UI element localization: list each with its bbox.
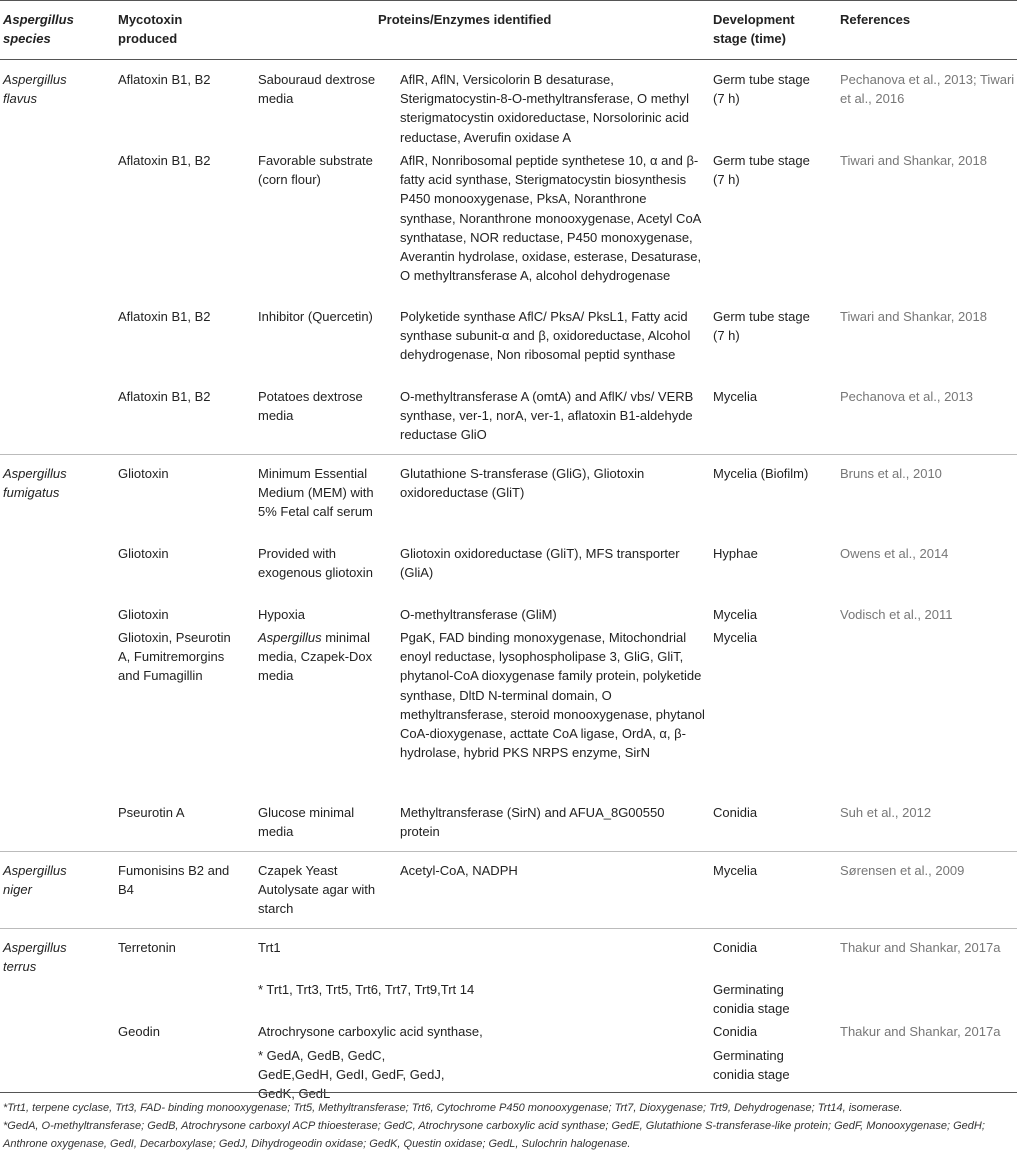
header-stage: Development stage (time) (713, 12, 795, 46)
proteins-cell: Polyketide synthase AflC/ PksA/ PksL1, Fatty acid synthase subunit-α and β, oxidoreductase, Alcohol dehydrogenase, Non ribosomal peptid synthase (400, 309, 691, 363)
stage-cell: Germ tube stage (7 h) (713, 72, 810, 107)
stage-cell: Conidia (713, 805, 758, 820)
proteins-cell: O-methyltransferase A (omtA) and AflK/ vbs/ VERB synthase, ver-1, norA, ver-1, aflatoxin B1-aldehyde reductase GliO (400, 389, 694, 443)
reference-cell: Pechanova et al., 2013 (840, 389, 973, 404)
proteins-cell: Glutathione S-transferase (GliG), Gliotoxin oxidoreductase (GliT) (400, 466, 645, 501)
reference-cell: Bruns et al., 2010 (840, 466, 942, 481)
condition-cell: Inhibitor (Quercetin) (258, 309, 373, 324)
proteins-cell: AflR, Nonribosomal peptide synthetese 10, α and β- fatty acid synthase, Sterigmatocystin biosynthesis P450 monooxygenase, PksA, Noranthrone synthase, Noranthrone monooxygenase, Acetyl CoA synthatase, NOR reductase, P450 monoxygenase, Averantin hydrolase, oxidase, esterase, Desaturase, O methyltransferase A, alcohol dehydrogenase (400, 153, 702, 284)
proteins-span-cell: * GedA, GedB, GedC, GedE,GedH, GedI, GedF, GedJ, GedK, GedL (258, 1048, 445, 1102)
stage-cell: Mycelia (713, 630, 758, 645)
condition-cell: Czapek Yeast Autolysate agar with starch (258, 863, 376, 917)
mycotoxin-cell: Terretonin (118, 940, 176, 955)
mycotoxin-cell: Aflatoxin B1, B2 (118, 72, 211, 87)
condition-cell (258, 628, 376, 686)
table-header (0, 0, 1017, 60)
header-mycotoxin: Mycotoxin produced (118, 12, 183, 46)
condition-cell: Potatoes dextrose media (258, 389, 363, 424)
mycotoxin-cell: Gliotoxin, Pseurotin A, Fumitremorgins and Fumagillin (118, 630, 231, 684)
reference-cell: Tiwari and Shankar, 2018 (840, 153, 987, 168)
species-epithet: flavus (3, 91, 37, 107)
mycotoxin-cell: Gliotoxin (118, 546, 169, 561)
stage-cell: Mycelia (713, 863, 758, 878)
mycotoxin-cell: Geodin (118, 1024, 160, 1039)
header-references: References (840, 12, 911, 27)
mycotoxin-cell: Pseurotin A (118, 805, 185, 820)
reference-cell: Pechanova et al., 2013; Tiwari et al., 2016 (840, 72, 1015, 107)
proteins-cell: Acetyl-CoA, NADPH (400, 863, 518, 878)
group-divider (0, 454, 1017, 455)
condition-cell: Favorable substrate (corn flour) (258, 153, 373, 188)
footnote-ged: *GedA, O-methyltransferase; GedB, Atrochrysone carboxyl ACP thioesterase; GedC, Atrochrysone carboxylic acid synthase; GedE, Glutathione S-transferase-like protein; GedF, Monooxygenase; GedH; Anthrone oxygenase, GedI, Decarboxylase; GedJ, Dihydrogeodin oxidase; GedK, Questin oxidase; GedL, Sulochrin halogenase. (3, 1120, 985, 1150)
header-species: Aspergillus species (3, 12, 74, 46)
stage-cell: Mycelia (713, 389, 758, 404)
species-name (3, 938, 103, 976)
reference-cell: Thakur and Shankar, 2017a (840, 1024, 1001, 1039)
species-name (3, 70, 103, 108)
species-genus: Aspergillus (3, 863, 67, 878)
proteins-cell: Methyltransferase (SirN) and AFUA_8G00550 protein (400, 805, 665, 840)
footnote-trt: *Trt1, terpene cyclase, Trt3, FAD- binding monooxygenase; Trt5, Methyltransferase; Trt6, Cytochrome P450 monooxygenase; Trt7, Dioxygenase; Trt9, Dehydrogenase; Trt14, isomerase. (3, 1102, 903, 1114)
condition-cell: Sabouraud dextrose media (258, 72, 376, 107)
stage-cell: Germ tube stage (7 h) (713, 309, 810, 344)
reference-cell: Suh et al., 2012 (840, 805, 932, 820)
condition-cell: Hypoxia (258, 607, 305, 622)
proteins-span-cell: Atrochrysone carboxylic acid synthase, (258, 1024, 483, 1039)
proteins-cell: Gliotoxin oxidoreductase (GliT), MFS transporter (GliA) (400, 546, 680, 581)
stage-cell: Hyphae (713, 546, 758, 561)
species-epithet: niger (3, 882, 32, 898)
mycotoxin-cell: Gliotoxin (118, 466, 169, 481)
condition-genus: Aspergillus (258, 630, 322, 645)
header-proteins: Proteins/Enzymes identified (378, 12, 552, 27)
proteins-span-cell: Trt1 (258, 940, 281, 955)
mycotoxin-cell: Aflatoxin B1, B2 (118, 309, 211, 324)
proteins-cell: O-methyltransferase (GliM) (400, 607, 557, 622)
stage-cell: Germinating conidia stage (713, 1048, 790, 1083)
condition-cell: Minimum Essential Medium (MEM) with 5% Fetal calf serum (258, 466, 374, 520)
species-genus: Aspergillus (3, 466, 67, 481)
stage-cell: Germinating conidia stage (713, 982, 790, 1017)
reference-cell: Owens et al., 2014 (840, 546, 949, 561)
mycotoxin-cell: Aflatoxin B1, B2 (118, 153, 211, 168)
group-divider (0, 851, 1017, 852)
proteins-span-cell: * Trt1, Trt3, Trt5, Trt6, Trt7, Trt9,Trt 14 (258, 982, 475, 997)
species-name (3, 464, 103, 502)
species-genus: Aspergillus (3, 72, 67, 87)
stage-cell: Mycelia (Biofilm) (713, 466, 809, 481)
condition-text: minimal media, Czapek-Dox media (258, 630, 373, 684)
group-divider (0, 928, 1017, 929)
species-genus: Aspergillus (3, 940, 67, 955)
proteins-cell: PgaK, FAD binding monoxygenase, Mitochondrial enoyl reductase, lysophospholipase 3, GliG, GliT, phytanol-CoA dioxygenase family protein, polyketide synthase, DltD N-terminal domain, O methyltransferase, steroid monooxygenase, phytanol CoA-dioxygenase, acttate CoA ligase, OrdA, α, β-hydrolase, hybrid PKS NRPS enzyme, SirN (400, 630, 705, 761)
mycotoxin-cell: Fumonisins B2 and B4 (118, 863, 230, 898)
reference-cell: Vodisch et al., 2011 (840, 607, 953, 622)
stage-cell: Mycelia (713, 607, 758, 622)
species-epithet: fumigatus (3, 485, 60, 501)
species-name (3, 861, 103, 899)
species-epithet: terrus (3, 959, 37, 975)
proteins-cell: AflR, AflN, Versicolorin B desaturase, Sterigmatocystin-8-O-methyltransferase, O methyl sterigmatocystin oxidoreductase, Norsolorinic acid reductase, Averufin oxidase A (400, 72, 690, 145)
stage-cell: Germ tube stage (7 h) (713, 153, 810, 188)
mycotoxin-cell: Aflatoxin B1, B2 (118, 389, 211, 404)
stage-cell: Conidia (713, 940, 758, 955)
condition-cell: Glucose minimal media (258, 805, 355, 840)
reference-cell: Tiwari and Shankar, 2018 (840, 309, 987, 324)
reference-cell: Thakur and Shankar, 2017a (840, 940, 1001, 955)
mycotoxin-cell: Gliotoxin (118, 607, 169, 622)
table-bottom-rule (0, 1092, 1017, 1093)
reference-cell: Sørensen et al., 2009 (840, 863, 965, 878)
condition-cell: Provided with exogenous gliotoxin (258, 546, 373, 581)
stage-cell: Conidia (713, 1024, 758, 1039)
